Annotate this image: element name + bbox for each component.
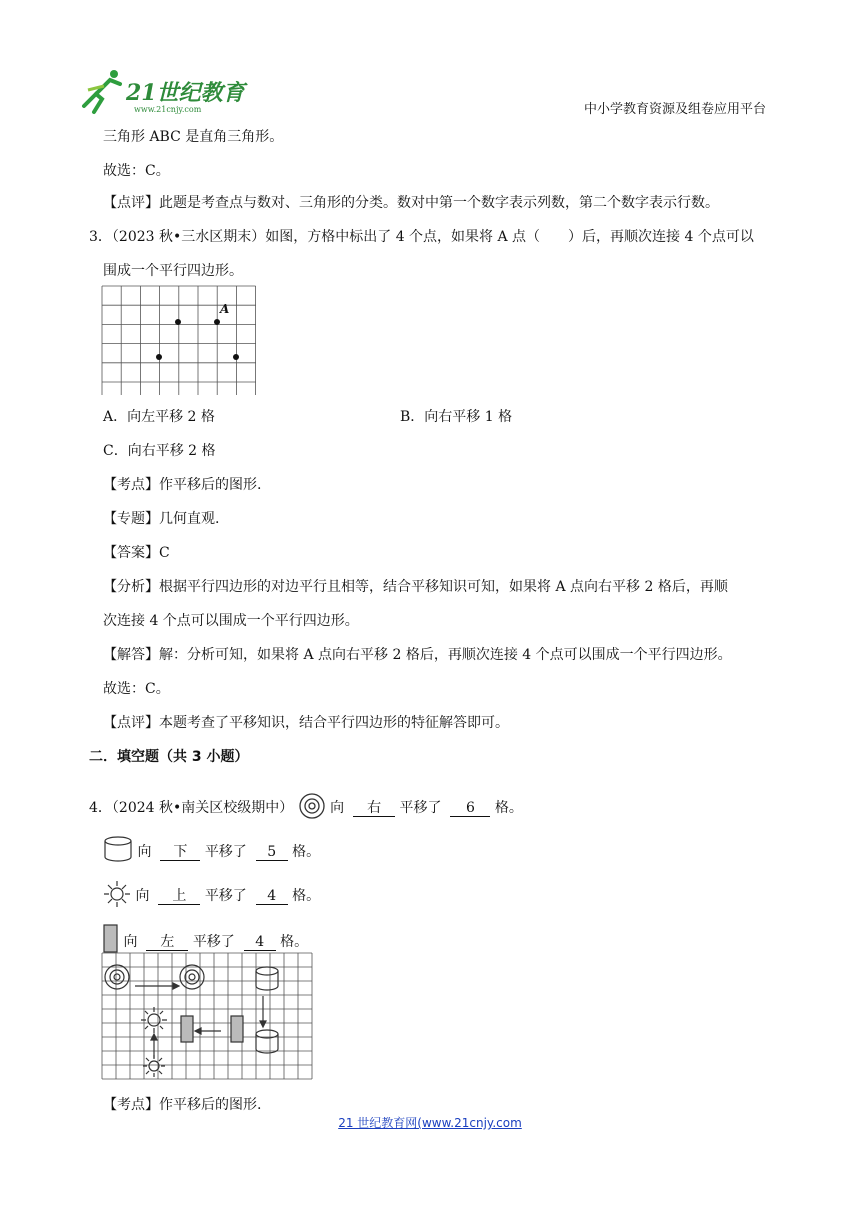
choice: 故选：C。 [103,681,170,697]
answer: 【答案】C [103,545,170,561]
answer-direction: 下 [160,844,200,861]
text-line: 【点评】此题是考查点与数对、三角形的分类。数对中第一个数字表示列数，第二个数字表示行数。 [103,195,719,211]
kaodian-2: 【考点】作平移后的图形. [103,1097,262,1113]
arrow-down-icon [260,996,266,1027]
cylinder-icon [103,836,133,862]
question-3-stem-cont: 围成一个平行四边形。 [103,263,243,279]
platform-title: 中小学教育资源及组卷应用平台 [584,102,767,117]
answer-count: 4 [256,888,288,905]
zhuanti: 【专题】几何直观. [103,511,220,527]
target-circle-icon [298,792,326,820]
text-line: 三角形 ABC 是直角三角形。 [103,129,284,145]
point-a-label: A [220,302,230,316]
kaodian: 【考点】作平移后的图形. [103,477,262,493]
analysis: 【分析】根据平行四边形的对边平行且相等，结合平移知识可知，如果将 A 点向右平移 2 格后，再顺 [103,579,728,595]
section-heading: 二．填空题（共 3 小题） [89,749,249,765]
target-circle-icon [105,965,129,989]
solution: 【解答】解：分析可知，如果将 A 点向右平移 2 格后，再顺次连接 4 个点可以围成一个平行四边形。 [103,647,732,663]
sun-icon [143,1055,165,1077]
answer-count: 6 [450,800,490,817]
comment: 【点评】本题考查了平移知识，结合平行四边形的特征解答即可。 [103,715,509,731]
option-a: A．向左平移 2 格 [103,409,215,425]
runner-icon [84,70,120,112]
footer [0,1114,860,1131]
answer-direction: 左 [146,934,188,951]
question-4-prefix: 4．（2024 秋•南关区校级期中） [89,800,294,816]
question-3-grid [101,285,258,395]
question-3-stem: 3．（2023 秋•三水区期末）如图，方格中标出了 4 个点，如果将 A 点（ ）后，再顺次连接 4 个点可以 [89,229,754,245]
text-line: 故选：C。 [103,163,170,179]
cylinder-icon [256,967,278,990]
grid-point [175,319,181,325]
cylinder-icon [256,1030,278,1053]
sun-icon [103,880,131,908]
site-logo [80,66,260,116]
question-4-row-1: 4．（2024 秋•南关区校级期中） 向 右 平移了 6 格。 [89,792,523,820]
grid-point [233,354,239,360]
sun-icon [141,1007,167,1033]
rectangle-icon [181,1016,193,1042]
question-4-grid [101,952,323,1082]
grid-point [156,354,162,360]
analysis-cont: 次连接 4 个点可以围成一个平行四边形。 [103,613,359,629]
option-c: C．向右平移 2 格 [103,443,216,459]
rectangle-icon [103,924,119,954]
answer-direction: 上 [158,888,200,905]
answer-count: 4 [244,934,276,951]
question-4-row-4: 向 左 平移了 4 格。 [103,924,308,954]
question-4-row-2: 向 下 平移了 5 格。 [103,836,320,862]
arrow-up-icon [151,1034,157,1058]
footer-link[interactable]: 21 世纪教育网(www.21cnjy.com [338,1116,522,1130]
option-b: B．向右平移 1 格 [400,409,513,425]
grid-point-a [214,319,220,325]
logo-url: www.21cnjy.com [134,105,202,114]
rectangle-icon [231,1016,243,1042]
question-4-row-3: 向 上 平移了 4 格。 [103,880,320,908]
logo-text: 21世纪教育 [126,80,245,106]
answer-direction: 右 [353,800,395,817]
arrow-left-icon [195,1028,221,1034]
answer-count: 5 [256,844,288,861]
